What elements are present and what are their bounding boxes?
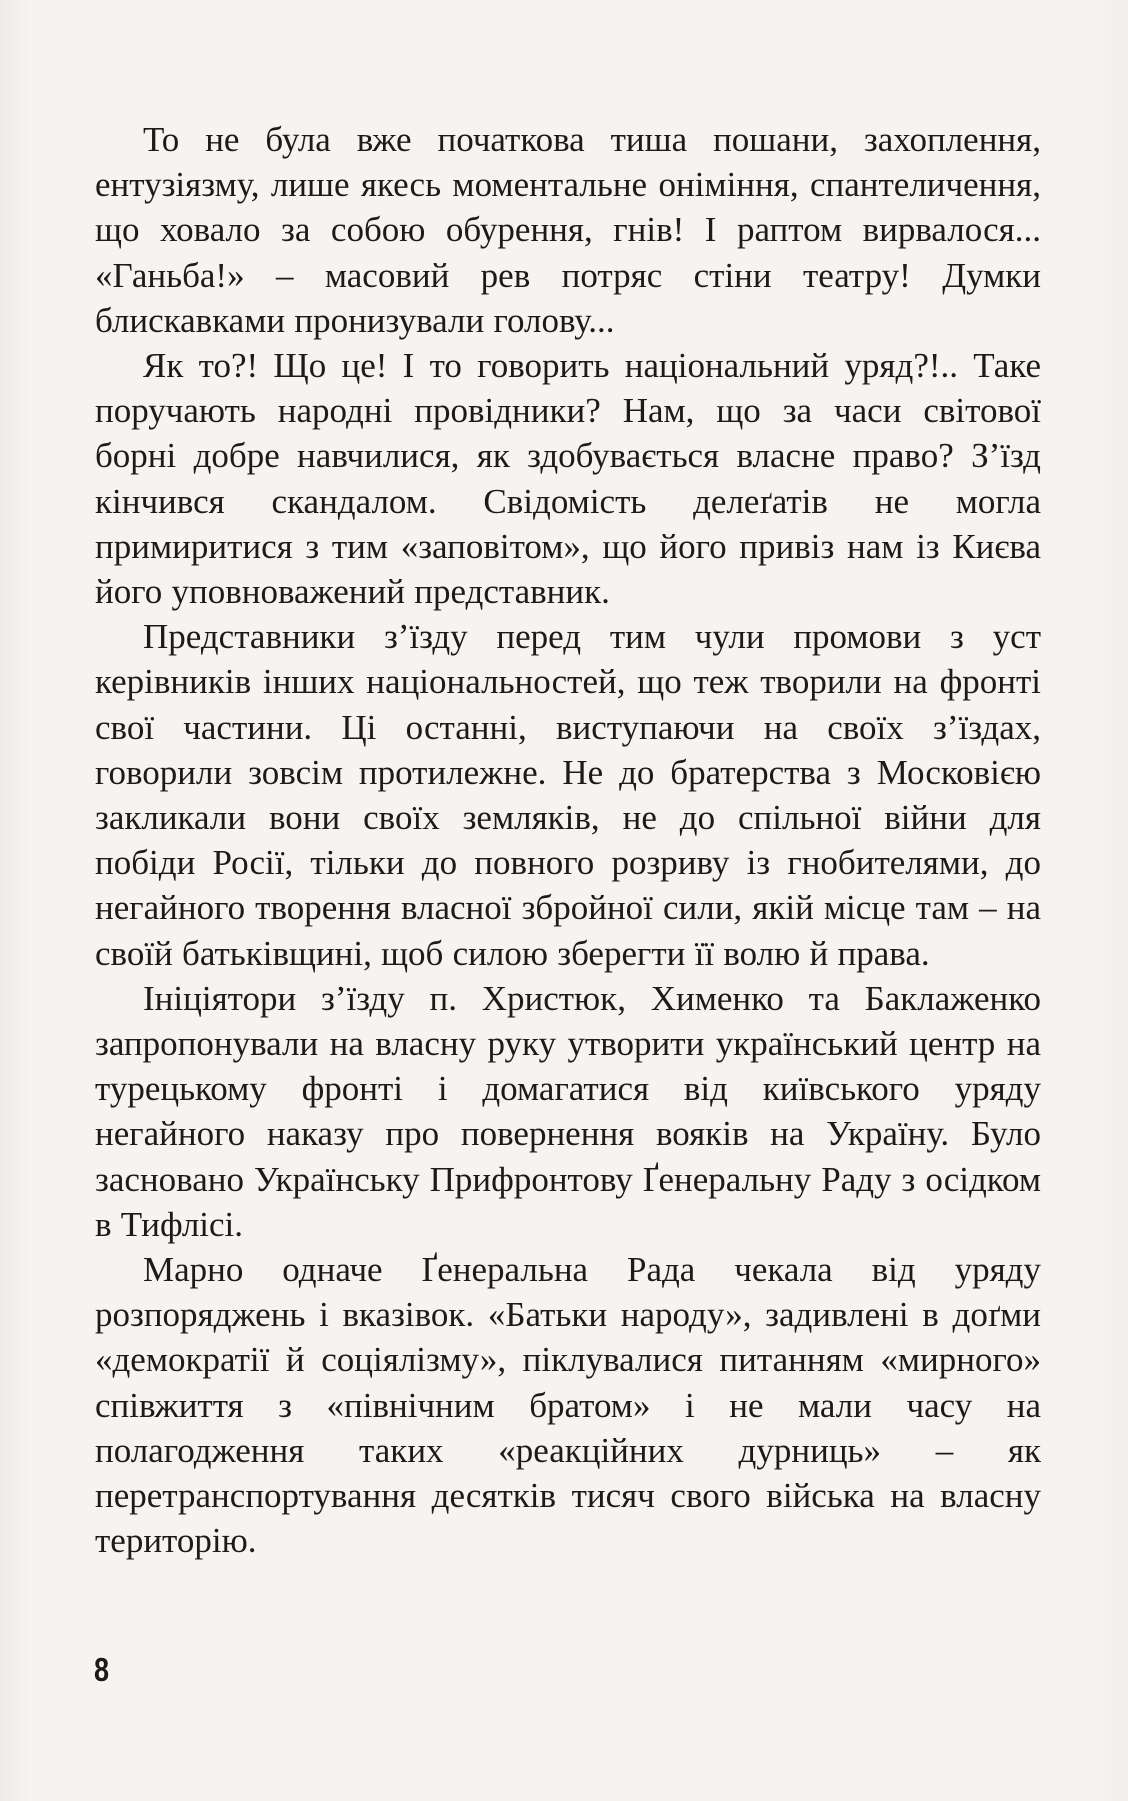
paragraph: Як то?! Що це! І то говорить національний уряд?!.. Таке поручають народні провідники? Нам, що за часи світової борні добре навчилися, як здобувається власне право? З’їзд кінчився скандалом. Свідомість делеґатів не могла примиритися з тим «заповітом», що його привіз нам із Києва його уповноважений представник. xyxy=(95,346,1041,612)
body-text xyxy=(95,117,1041,1564)
paragraph: Марно одначе Ґенеральна Рада чекала від уряду розпоряджень і вказівок. «Батьки народу», задивлені в доґми «демократії й соціялізму», піклувалися питанням «мирного» співжиття з «північним братом» і не мали часу на полагодження таких «реакційних дурниць» – як перетранспортування десятків тисяч свого війська на власну територію. xyxy=(95,1250,1041,1561)
page-number: 8 xyxy=(94,1651,110,1688)
paragraph: Представники з’їзду перед тим чули промови з уст керівників інших національностей, що теж творили на фронті свої частини. Ці останні, виступаючи на своїх з’їздах, говорили зовсім протилежне. Не до братерства з Московією закликали вони своїх земляків, не до спільної війни для побіди Росії, тільки до повного розриву із гнобителями, до негайного творення власної збройної сили, якій місце там – на своїй батьківщині, щоб силою зберегти її волю й права. xyxy=(95,617,1041,973)
paragraph: То не була вже початкова тиша пошани, захоплення, ентузіязму, лише якесь моментальне оніміння, спантеличення, що ховало за собою обурення, гнів! І раптом вирвалося... «Ганьба!» – масовий рев потряс стіни театру! Думки блискавками пронизували голову... xyxy=(95,120,1041,340)
paragraph: Ініціятори з’їзду п. Христюк, Хименко та Баклаженко запропонували на власну руку утворити український центр на турецькому фронті і домагатися від київського уряду негайного наказу про повернення вояків на Україну. Було засновано Українську Прифронтову Ґенеральну Раду з осідком в Тифлісі. xyxy=(95,978,1041,1244)
